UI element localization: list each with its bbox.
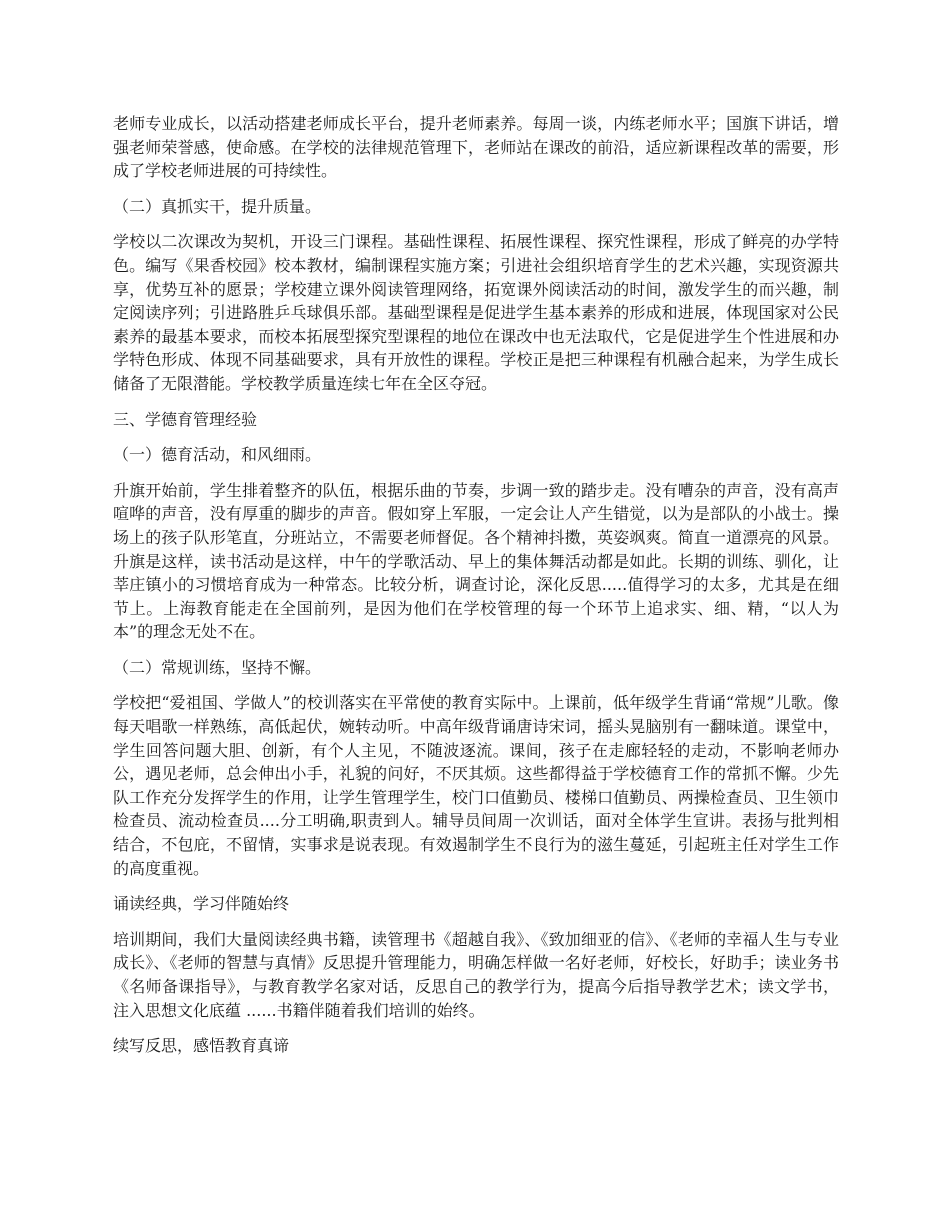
heading-routine-training: （二）常规训练，坚持不懈。	[113, 657, 322, 677]
heading-quality: （二）真抓实干，提升质量。	[113, 196, 322, 216]
heading-moral-education: 三、学德育管理经验	[113, 409, 258, 429]
heading-reflection: 续写反思，感悟教育真谛	[113, 1036, 290, 1056]
paragraph-curriculum: 学校以二次课改为契机，开设三门课程。基础性课程、拓展性课程、探究性课程，形成了鲜亮的办学特色。编写《果香校园》校本教材，编制课程实施方案；引进社会组织培育学生的艺术兴趣，实现资源共享，优势互补的愿景；学校建立课外阅读管理网络，拓宽课外阅读活动的时间，激发学生的而兴趣，制定阅读序列；引进路胜乒乓球俱乐部。基础型课程是促进学生基本素养的形成和进展，体现国家对公民素养的最基本要求，而校本拓展型探究型课程的地位在课改中也无法取代，它是促进学生个性进展和办学特色形成、体现不同基础要求，具有开放性的课程。学校正是把三种课程有机融合起来，为学生成长储备了无限潜能。学校教学质量连续七年在全区夺冠。	[113, 232, 839, 393]
document-page	[113, 112, 839, 1070]
heading-reading-classics: 诵读经典，学习伴随始终	[113, 894, 290, 914]
heading-moral-activities: （一）德育活动，和风细雨。	[113, 445, 322, 465]
paragraph-school-motto: 学校把“爱祖国、学做人”的校训落实在平常使的教育实际中。上课前，低年级学生背诵“常规”儿歌。像每天唱歌一样熟练，高低起伏，婉转动听。中高年级背诵唐诗宋词，摇头晃脑别有一翻味道。课堂中，学生回答问题大胆、创新，有个人主见，不随波逐流。课间，孩子在走廊轻轻的走动，不影响老师办公，遇见老师，总会伸出小手，礼貌的问好，不厌其烦。这些都得益于学校德育工作的常抓不懈。少先队工作充分发挥学生的作用，让学生管理学生，校门口值勤员、楼梯口值勤员、两操检查员、卫生领巾检查员、流动检查员....分工明确,职责到人。辅导员间周一次训话，面对全体学生宣讲。表扬与批判相结合，不包庇，不留情，实事求是说表现。有效遏制学生不良行为的滋生蔓延，引起班主任对学生工作的高度重视。	[113, 693, 839, 878]
paragraph-teacher-growth: 老师专业成长，以活动搭建老师成长平台，提升老师素养。每周一谈，内练老师水平；国旗下讲话，增强老师荣誉感，使命感。在学校的法律规范管理下，老师站在课改的前沿，适应新课程改革的需要，形成了学校老师进展的可持续性。	[113, 114, 839, 181]
paragraph-flag-raising: 升旗开始前，学生排着整齐的队伍，根据乐曲的节奏，步调一致的踏步走。没有嘈杂的声音，没有高声喧哗的声音，没有厚重的脚步的声音。假如穿上军服，一定会让人产生错觉，以为是部队的小战士。操场上的孩子队形笔直，分班站立，不需要老师督促。各个精神抖擞，英姿飒爽。简直一道漂亮的风景。升旗是这样，读书活动是这样，中午的学歌活动、早上的集体舞活动都是如此。长期的训练、驯化，让莘庄镇小的习惯培育成为一种常态。比较分析，调查讨论，深化反思.....值得学习的太多，尤其是在细节上。上海教育能走在全国前列，是因为他们在学校管理的每一个环节上追求实、细、精，“以人为本”的理念无处不在。	[113, 480, 839, 642]
paragraph-reading: 培训期间，我们大量阅读经典书籍，读管理书《超越自我》、《致加细亚的信》、《老师的幸福人生与专业成长》、《老师的智慧与真情》反思提升管理能力，明确怎样做一名好老师，好校长，好助手；读业务书《名师备课指导》，与教育教学名家对话，反思自己的教学行为，提高今后指导教学艺术；读文学书，注入思想文化底蕴 ......书籍伴随着我们培训的始终。	[113, 929, 839, 1020]
